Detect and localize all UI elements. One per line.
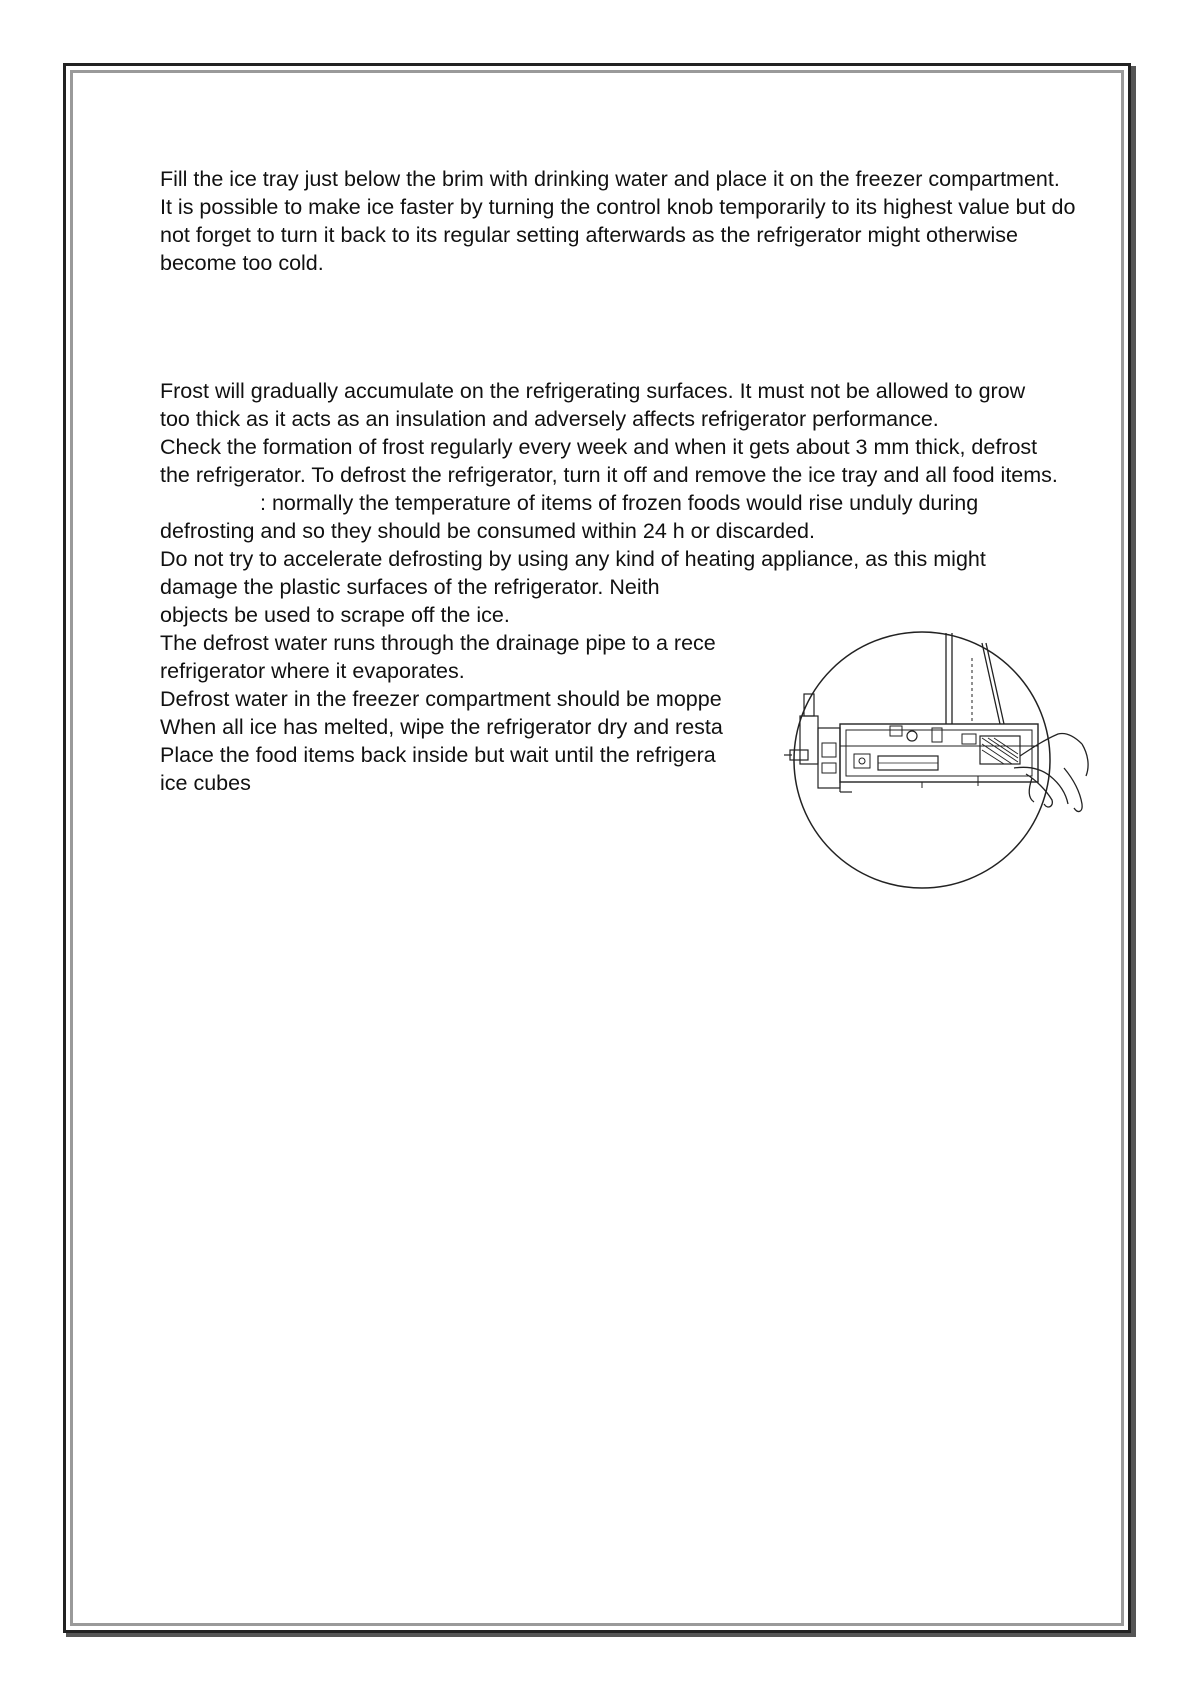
defrost-paragraph-9: When all ice has melted, wipe the refrigerator dry and resta [160,715,723,739]
ice-making-section [160,165,1080,277]
defrost-paragraph-1: Frost will gradually accumulate on the refrigerating surfaces. It must not be allowed to grow too thick as it acts as an insulation and adversely affects refrigerator performance. [160,379,1026,431]
defrost-warning-text: : normally the temperature of items of frozen foods would rise unduly during defrosting and so they should be consumed within 24 h or discarded. [160,491,979,543]
ice-paragraph-2: It is possible to make ice faster by turning the control knob temporarily to its highest value but do not forget to turn it back to its regular setting afterwards as the refrigerator might otherwise become too cold. [160,195,1076,275]
defrost-paragraph-7: refrigerator where it evaporates. [160,659,465,683]
defrost-warning [160,489,1060,545]
page-border-shadow-bottom [66,1633,1136,1637]
defrost-paragraph-5: objects be used to scrape off the ice. [160,603,510,627]
defrost-paragraph-2: Check the formation of frost regularly every week and when it gets about 3 mm thick, defrost the refrigerator. To defrost the refrigerator, turn it off and remove the ice tray and all food items. [160,435,1058,487]
page-border-shadow-right [1131,66,1136,1636]
defrost-paragraph-11: ice cubes [160,771,251,795]
defrost-paragraph-10: Place the food items back inside but wait until the refrigera [160,743,716,767]
defrost-paragraph-6: The defrost water runs through the drainage pipe to a rece [160,631,716,655]
defrost-paragraph-8: Defrost water in the freezer compartment should be moppe [160,687,722,711]
ice-paragraph-1: Fill the ice tray just below the brim with drinking water and place it on the freezer compartment. [160,167,1060,191]
detail-circle [794,632,1050,888]
thermostat-detail-diagram [782,628,1102,898]
defrost-paragraph-4: Do not try to accelerate defrosting by using any kind of heating appliance, as this might damage the plastic surfaces of the refrigerator. Neith [160,547,986,599]
